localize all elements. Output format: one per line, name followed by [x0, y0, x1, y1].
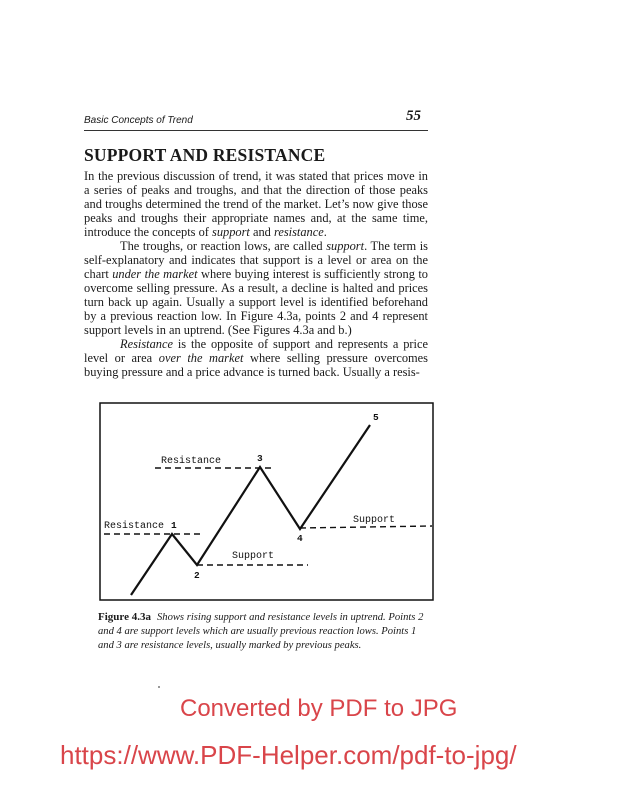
- emphasis: over the market: [158, 351, 244, 365]
- text: In the previous discussion of trend, it was stated that prices move in a series of peaks and troughs, and that the direction of those peaks and troughs determined the trend of the market. Let’s now give those peaks and troughs their appropriate names and, at the same time, introduce the concepts of: [84, 169, 428, 239]
- caption-label: Figure 4.3a: [98, 611, 151, 623]
- point-label-4: 4: [297, 533, 303, 544]
- price-line: [131, 425, 370, 595]
- emphasis: support: [212, 225, 250, 239]
- scan-speck: [158, 686, 160, 688]
- support-label-4: Support: [353, 515, 396, 526]
- figure-caption: [98, 610, 432, 653]
- text: is the opposite of support and represents a price level or area: [84, 337, 428, 365]
- resistance-label-1: Resistance: [104, 521, 165, 532]
- emphasis: support: [326, 239, 365, 253]
- point-label-3: 3: [257, 453, 263, 464]
- text: .: [323, 225, 327, 239]
- figure-frame: [100, 403, 433, 600]
- watermark-url: https://www.PDF-Helper.com/pdf-to-jpg/: [60, 740, 517, 770]
- text: and: [249, 225, 274, 239]
- emphasis: under the market: [112, 267, 198, 281]
- text: The troughs, or reaction lows, are called: [120, 239, 327, 253]
- caption-text: Shows rising support and resistance levels in uptrend. Points 2 and 4 are support levels which are usually previous reaction lows. Points 1 and 3 are resistance levels, usually marked by previous peaks.: [98, 612, 424, 651]
- resistance-label-3: Resistance: [161, 456, 222, 467]
- point-label-2: 2: [194, 570, 200, 581]
- text: where selling pressure overcomes buying pressure and a price advance is turned back. Usually a resis-: [84, 351, 428, 379]
- emphasis: Resistance: [120, 337, 173, 351]
- point-label-5: 5: [373, 412, 379, 423]
- point-label-1: 1: [171, 520, 177, 531]
- running-head: Basic Concepts of Trend: [84, 115, 193, 126]
- support-line-4: [300, 526, 432, 528]
- section-title: SUPPORT AND RESISTANCE: [84, 145, 326, 165]
- page-number: 55: [406, 108, 421, 124]
- text: where buying interest is sufficiently strong to overcome selling pressure. As a result, a decline is halted and prices turn back up again. Usually a support level is identified beforehand by a previous reaction low. In Figure 4.3a, points 2 and 4 represent support levels in an uptrend. (See Figures 4.3a and b.): [84, 267, 428, 337]
- watermark-converted: Converted by PDF to JPG: [180, 695, 458, 722]
- emphasis: resistance: [273, 225, 324, 239]
- text: . The term is self-explanatory and indicates that support is a level or area on the chart: [84, 239, 428, 281]
- support-label-2: Support: [232, 551, 275, 562]
